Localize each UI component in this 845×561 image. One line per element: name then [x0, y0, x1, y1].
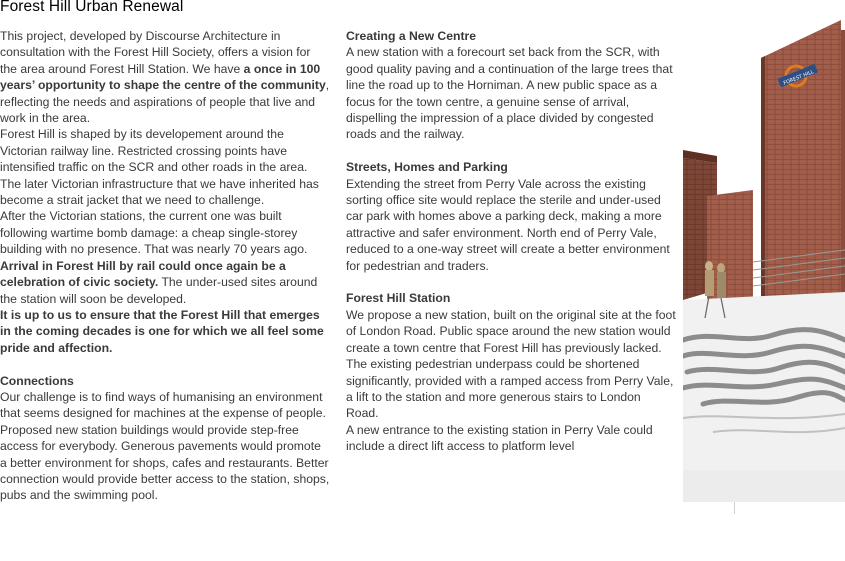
intro-text: This project, developed by Discourse Architecture in consultation with the Forest Hill Society, offers a vision for the area around Forest Hill Station. We have [0, 29, 311, 76]
streets-heading: Streets, Homes and Parking [346, 160, 508, 175]
spacer [346, 274, 676, 290]
arrival-paragraph [0, 258, 330, 307]
streets-body: Extending the street from Perry Vale across the existing sorting office site would replace the sterile and under-used car park with homes above a parking deck, making a more attractive and safer environment. North end of Perry Vale, reduced to a one-way street will create a better environment for pedestrian and traders. [346, 176, 670, 273]
connections-heading: Connections [0, 373, 74, 388]
intro-emphasis: a once in 100 years’ opportunity to shape the centre of the community [0, 61, 326, 93]
spacer [0, 356, 330, 372]
station-sketch-illustration [683, 0, 845, 502]
connections-body: Our challenge is to find ways of humanising an environment that seems designed for machines at the expense of people. Proposed new station buildings would provide step-free access for everybody. Generous pavements would promote a better environment for shops, cafes and restaurants. Better connection would provide better access to the station, shops, pubs and the swimming pool. [0, 389, 330, 503]
roundel-label: FOREST HILL [782, 69, 815, 87]
intro-text-end: , reflecting the needs and aspirations of people that live and work in the area. [0, 78, 330, 126]
new-centre-heading: Creating a New Centre [346, 29, 477, 43]
page-title: Forest Hill Urban Renewal [0, 0, 184, 15]
middle-column [346, 28, 676, 455]
pride-paragraph [0, 307, 330, 356]
spacer [346, 143, 676, 159]
left-column [0, 28, 330, 504]
station-heading: Forest Hill Station [346, 291, 451, 306]
station-body: We propose a new station, built on the original site at the foot of London Road. Public space around the new station would create a town centre that Forest Hill has previously lacked. The existing pedestrian underpass could be shortened significantly, provided with a ramped access from Perry Vale, a lift to the station and more generous stairs to London Road. [346, 307, 676, 421]
station-history-paragraph: After the Victorian stations, the current one was built following wartime bomb damage: a cheap single-storey building with no presence. That was nearly 70 years ago. [0, 209, 308, 257]
arrival-text: The under-used sites around the station will soon be developed. [0, 275, 318, 306]
arrival-emphasis: Arrival in Forest Hill by rail could once again be a celebration of civic society. [0, 258, 286, 290]
station-entrance-body: A new entrance to the existing station in Perry Vale could include a direct lift access to platform level [346, 422, 653, 454]
railway-paragraph: Forest Hill is shaped by its developement around the Victorian railway line. Restricted crossing points have intensified traffic on the SCR and other roads in the area. The later Victorian infrastructure that we have inherited has become a strait jacket that we need to challenge. [0, 127, 319, 208]
pride-emphasis: It is up to us to ensure that the Forest Hill that emerges in the coming decades is one for which we all feel some pride and affection. [0, 307, 324, 355]
divider-tick [734, 502, 735, 514]
new-centre-body: A new station with a forecourt set back from the SCR, with good quality paving and a continuation of the large trees that line the road up to the Horniman. A new public space as a focus for the town centre, a genuine sense of arrival, dispelling the impression of a place divided by congested roads and the railway. [346, 45, 673, 142]
tower-building [761, 20, 841, 322]
intro-paragraph [0, 28, 330, 126]
